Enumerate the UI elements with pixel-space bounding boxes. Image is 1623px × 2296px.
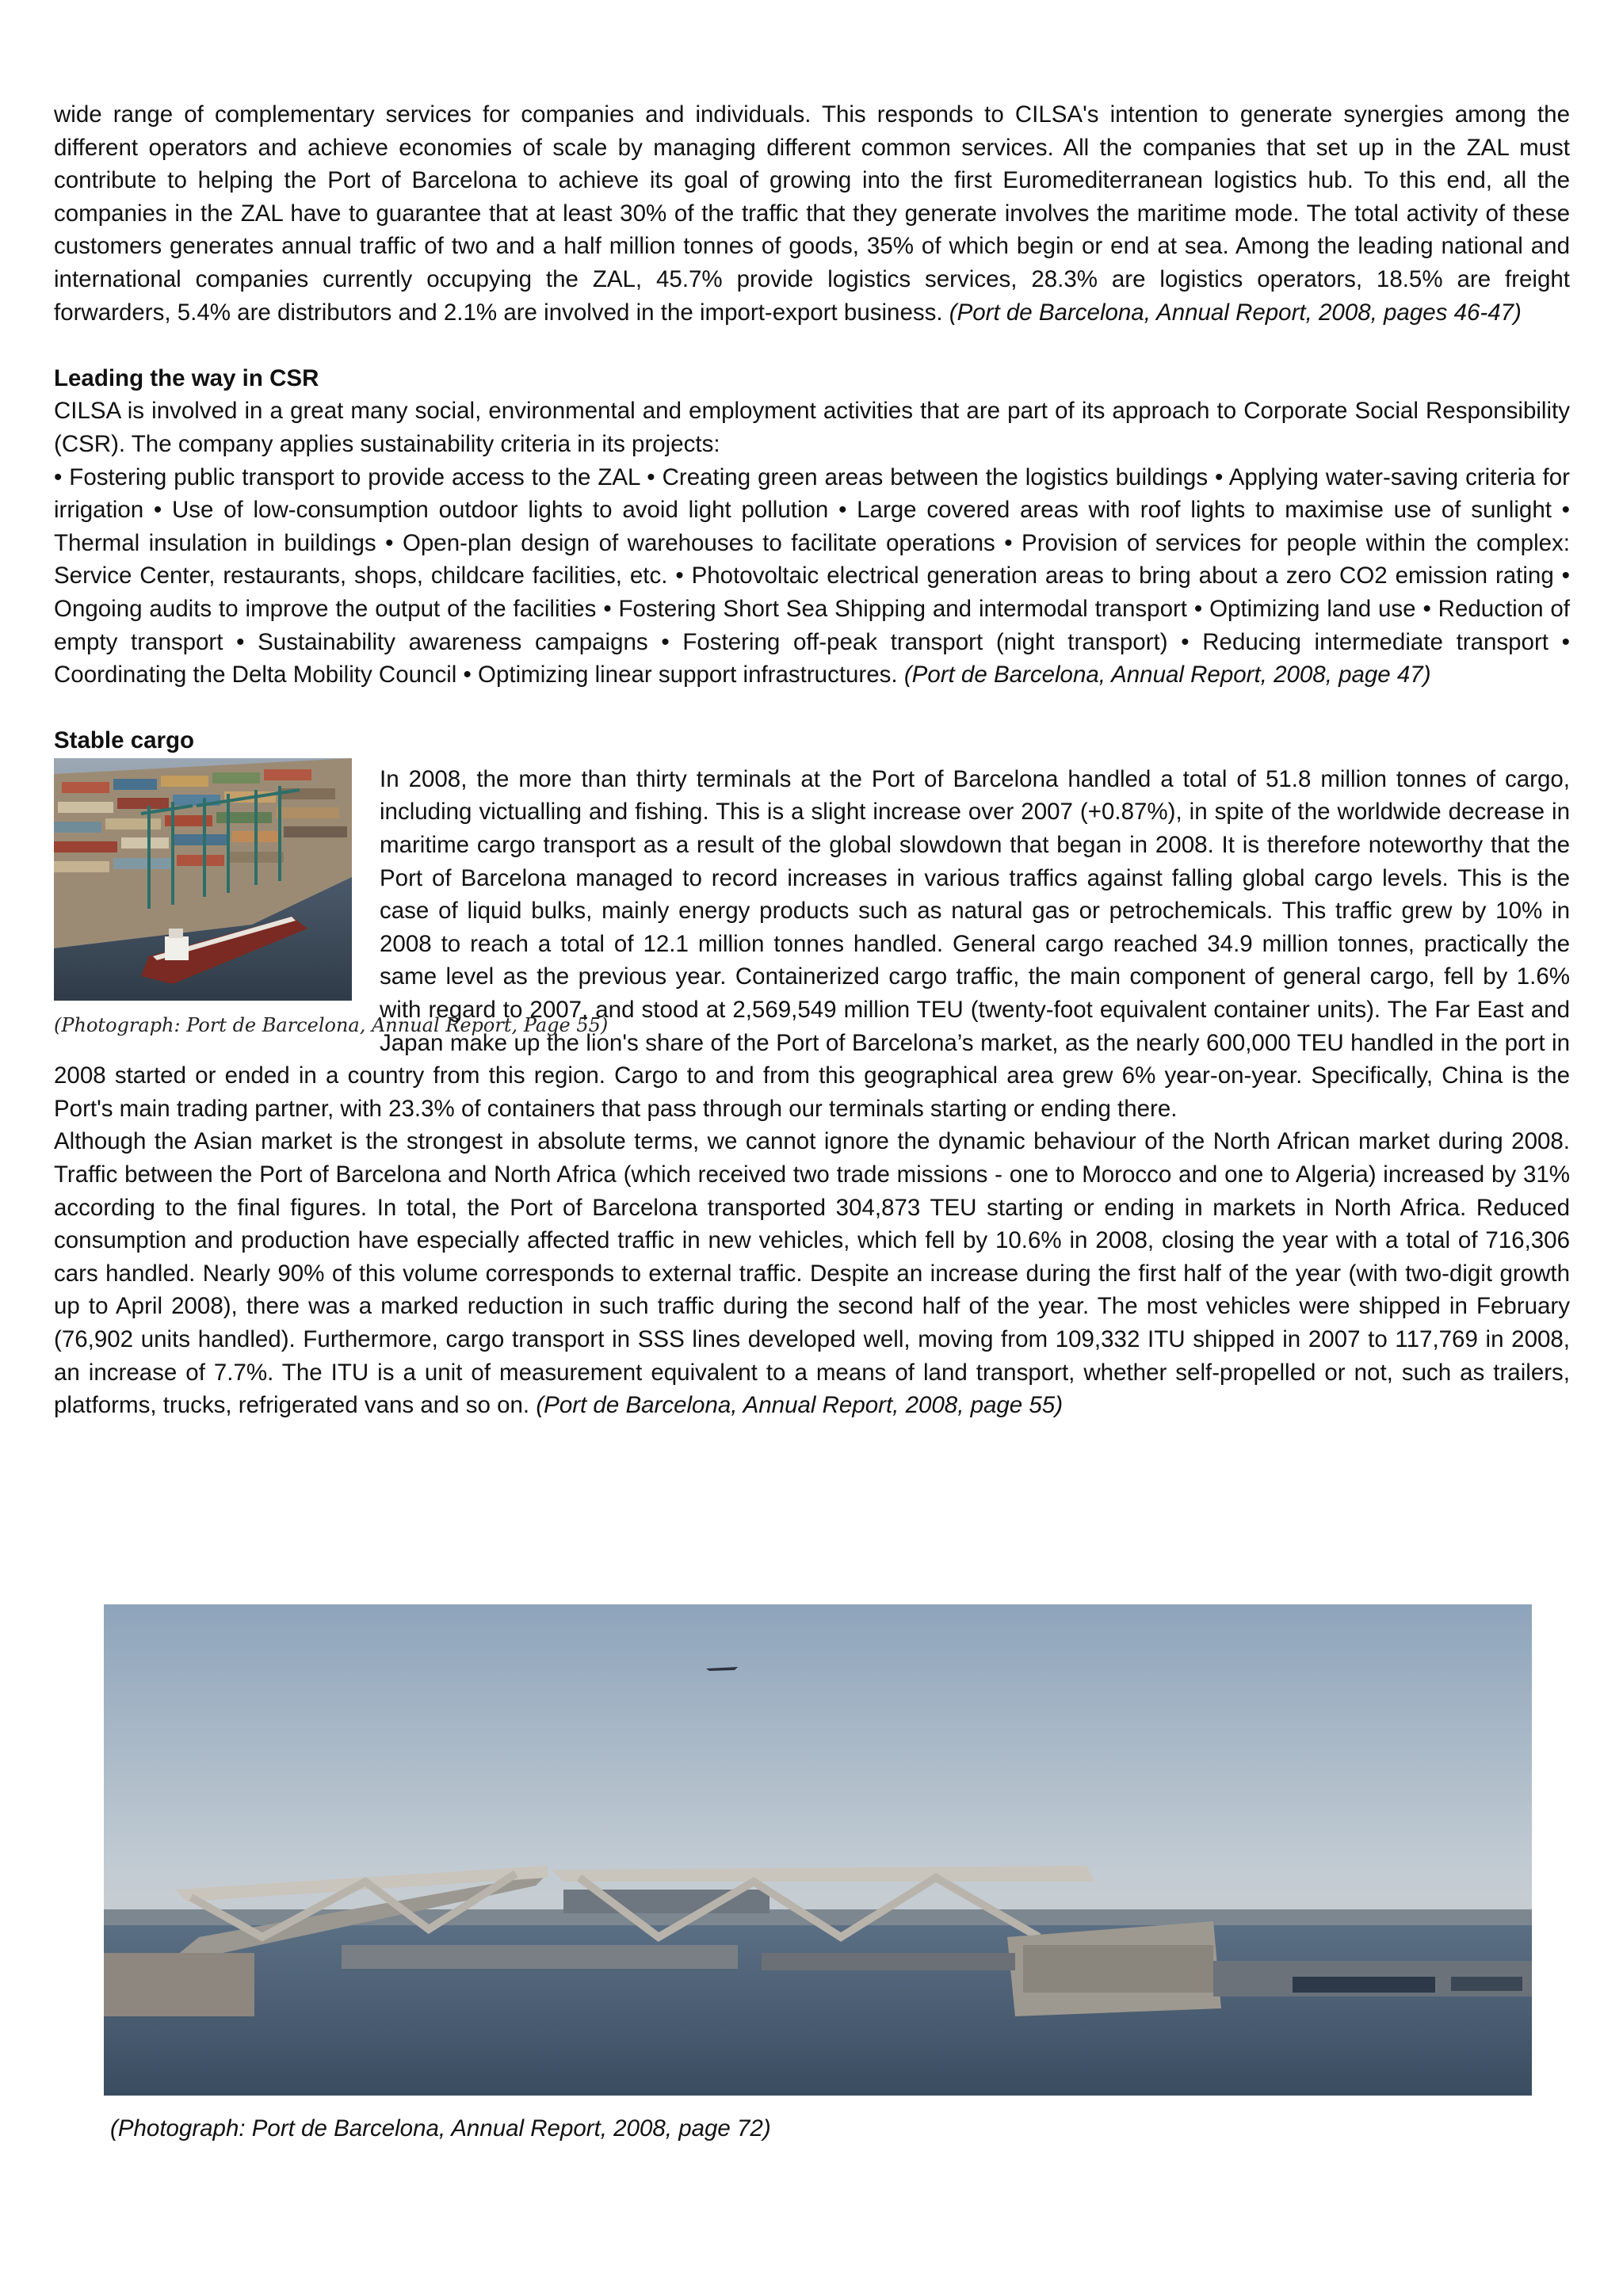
intro-text: wide range of complementary services for companies and individuals. This responds to CILSA's intention to generate synergies among the different operators and achieve economies of scale by managing different common services. All the companies that set up in the ZAL must contribute to helping the Port of Barcelona to achieve its goal of growing into the first Euromediterranean logistics hub. To this end, all the companies in the ZAL have to guarantee that at least 30% of the traffic that they generate involves the maritime mode. The total activity of these customers generates annual traffic of two and a half million tonnes of goods, 35% of which begin or end at sea. Among the leading national and international companies currently occupying the ZAL, 45.7% provide logistics services, 28.3% are logistics operators, 18.5% are freight forwarders, 5.4% are distributors and 2.1% are involved in the import-export business. [54, 101, 1570, 326]
cargo-paragraph-1: In 2008, the more than thirty terminals at the Port of Barcelona handled a total of 51.8 million tonnes of cargo, including victualling and fishing. This is a slight increase over 2007 (+0.87%), in spite of the worldwide decrease in maritime cargo transport as a result of the global slowdown that began in 2008. It is therefore noteworthy that the Port of Barcelona managed to record increases in various traffics against falling global cargo levels. This is the case of liquid bulks, mainly energy products such as natural gas or petrochemicals. This traffic grew by 10% in 2008 to reach a total of 12.1 million tonnes handled. General cargo reached 34.9 million tonnes, practically the same level as the previous year. Containerized cargo traffic, the main component of general cargo, fell by 1.6% with regard to 2007, and stood at 2,569,549 million TEU (twenty-foot equivalent container units). The Far East and Japan make up the lion's share of the Port of Barcelona’s market, as the nearly 600,000 TEU handled in the port in 2008 started or ended in a country from this region. Cargo to and from this geographical area grew 6% year-on-year. Specifically, China is the Port's main trading partner, with 23.3% of containers that pass through our terminals starting or ending there. [54, 765, 1570, 1122]
csr-bullet-text: • Fostering public transport to provide access to the ZAL • Creating green areas between the logistics buildings • Applying water-saving criteria for irrigation • Use of low-consumption outdoor lights to avoid light pollution • Large covered areas with roof lights to maximise use of sunlight • Thermal insulation in buildings • Open-plan design of warehouses to facilitate operations • Provision of services for people within the complex: Service Center, restaurants, shops, childcare facilities, etc. • Photovoltaic electrical generation areas to bring about a zero CO2 emission rating • Ongoing audits to improve the output of the facilities • Fostering Short Sea Shipping and intermodal transport • Optimizing land use • Reduction of empty transport • Sustainability awareness campaigns • Fostering off-peak transport (night transport) • Reducing intermediate transport • Coordinating the Delta Mobility Council • Optimizing linear support infrastructures. [54, 463, 1570, 688]
container-photo-caption: (Photograph: Port de Barcelona, Annual Report, Page 55) [54, 1013, 609, 1036]
container-terminal-photo [54, 758, 352, 1001]
cargo-heading: Stable cargo [54, 727, 195, 754]
cargo-paragraph-2-text: Although the Asian market is the strongest in absolute terms, we cannot ignore the dynamic behaviour of the North African market during 2008. Traffic between the Port of Barcelona and North Africa (which received two trade missions - one to Morocco and one to Algeria) increased by 31% according to the final figures. In total, the Port of Barcelona transported 304,873 TEU starting or ending in markets in North Africa. Reduced consumption and production have especially affected traffic in new vehicles, which fell by 10.6% in 2008, closing the year with a total of 716,306 cars handled. Nearly 90% of this volume corresponds to external traffic. Despite an increase during the first half of the year (with two-digit growth up to April 2008), there was a marked reduction in such traffic during the second half of the year. The most vehicles were shipped in February (76,902 units handled). Furthermore, cargo transport in SSS lines developed well, moving from 109,332 ITU shipped in 2007 to 117,769 in 2008, an increase of 7.7%. The ITU is a unit of measurement equivalent to a means of land transport, whether self-propelled or not, such as trailers, platforms, trucks, refrigerated vans and so on. [54, 1128, 1570, 1419]
csr-bullets [54, 461, 1570, 692]
cargo-figure [54, 757, 609, 1040]
csr-paragraph: CILSA is involved in a great many social, environmental and employment activities that are part of its approach to Corporate Social Responsibility (CSR). The company applies sustainability criteria in its projects: [54, 398, 1570, 457]
cargo-citation: (Port de Barcelona, Annual Report, 2008, page 55) [536, 1392, 1064, 1419]
bridge-harbour-photo [104, 1604, 1532, 2096]
intro-paragraph [54, 98, 1570, 329]
csr-citation: (Port de Barcelona, Annual Report, 2008, page 47) [903, 662, 1431, 688]
intro-citation: (Port de Barcelona, Annual Report, 2008, pages 46-47) [949, 299, 1522, 326]
cargo-paragraph-2 [54, 1125, 1570, 1421]
csr-heading: Leading the way in CSR [54, 364, 319, 391]
bridge-photo-caption: (Photograph: Port de Barcelona, Annual Report, 2008, page 72) [110, 2115, 771, 2142]
document-page [54, 98, 1570, 1422]
